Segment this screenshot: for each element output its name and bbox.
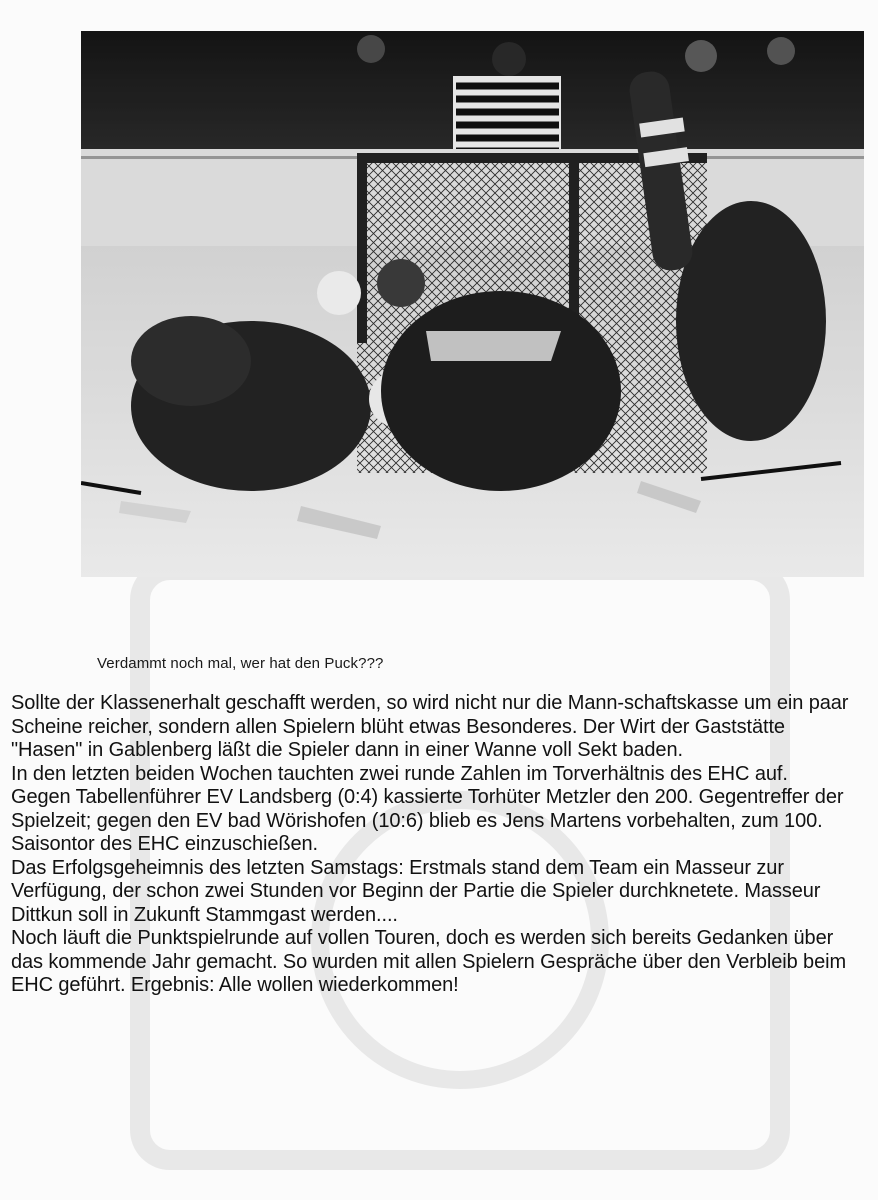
photo-caption: Verdammt noch mal, wer hat den Puck??? xyxy=(97,655,384,672)
article-body xyxy=(11,692,851,998)
paragraph-next-year: Noch läuft die Punktspielrunde auf vollen Touren, doch es werden sich bereits Gedanken über das kommende Jahr gemacht. So wurden mit allen Spielern Gespräche über den Verbleib beim EHC geführt. Ergebnis: Alle wollen wiederkommen! xyxy=(11,927,846,996)
paragraph-masseur: Das Erfolgsgeheimnis des letzten Samstags: Erstmals stand dem Team ein Masseur zur Verfügung, der schon zwei Stunden vor Beginn der Partie die Spieler durchknetete. Masseur Dittkun soll in Zukunft Stammgast werden.... xyxy=(11,856,821,926)
hockey-photo xyxy=(81,31,864,577)
paragraph-round-numbers: In den letzten beiden Wochen tauchten zwei runde Zahlen im Torverhältnis des EHC auf. Gegen Tabellenführer EV Landsberg (0:4) kassierte Torhüter Metzler den 200. Gegentreffer der Spielzeit; gegen den EV bad Wörishofen (10:6) blieb es Jens Martens vorbehalten, zum 100. Saisontor des EHC einzuschießen. xyxy=(11,762,844,855)
paragraph-sekt: Sollte der Klassenerhalt geschafft werden, so wird nicht nur die Mann-schaftskasse um ein paar Scheine reicher, sondern allen Spielern blüht etwas Besonderes. Der Wirt der Gaststätte "Hasen" in Gablenberg läßt die Spieler dann in einer Wanne voll Sekt baden. xyxy=(11,692,849,761)
